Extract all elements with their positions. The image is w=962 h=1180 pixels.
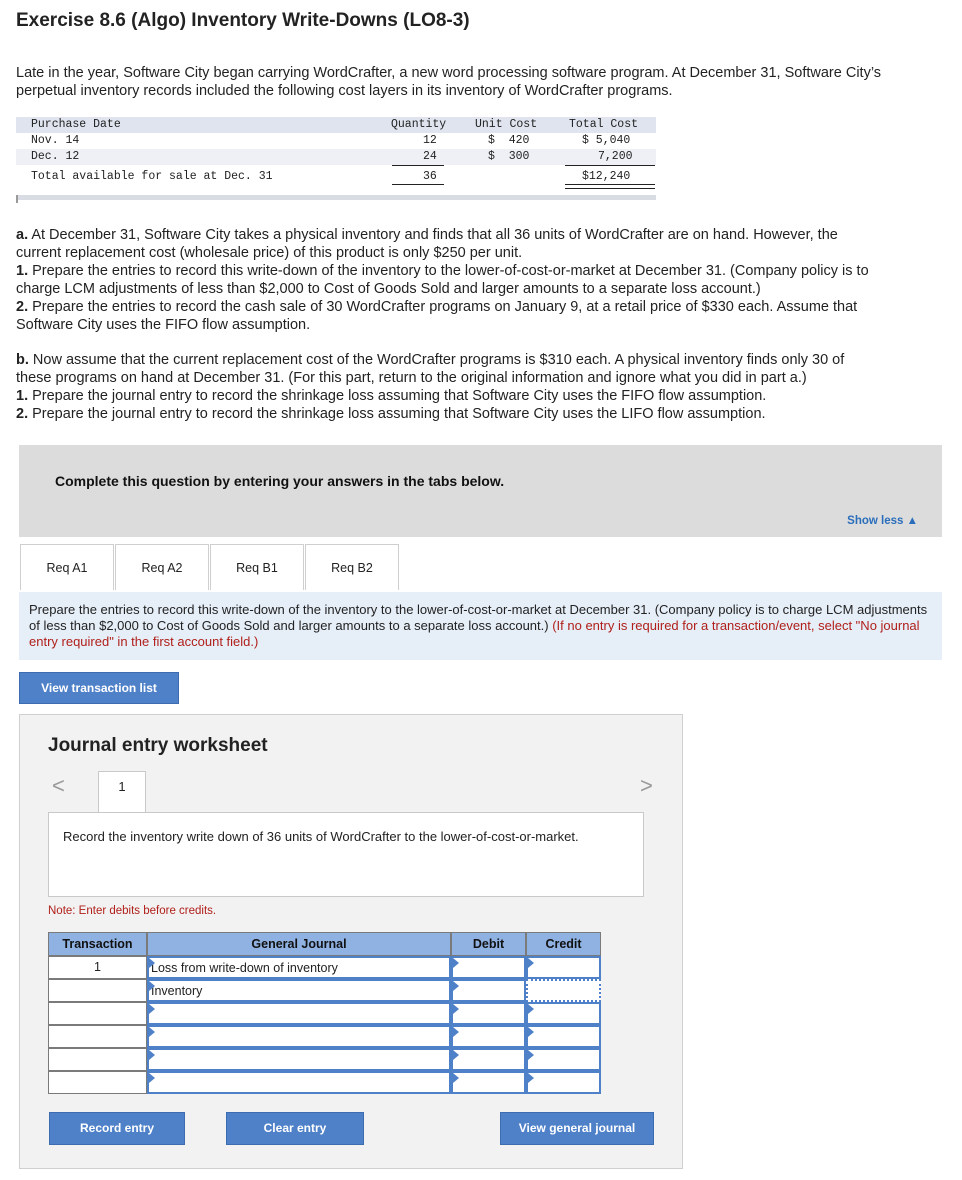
total-quantity: 36 <box>423 170 437 183</box>
part-b-line: these programs on hand at December 31. (For this part, return to the original information and ignore what you did in part a.) <box>16 370 807 386</box>
item-label: 2. <box>16 406 29 422</box>
row-transaction <box>48 1048 147 1071</box>
header-quantity: Quantity <box>391 118 447 131</box>
tab-req-b2[interactable]: Req B2 <box>305 544 399 590</box>
input-marker-icon <box>528 1050 534 1060</box>
account-value: Inventory <box>151 984 203 998</box>
table-divider-tick <box>16 195 18 203</box>
dropdown-marker-icon <box>149 981 155 991</box>
row-quantity: 24 <box>423 150 437 163</box>
part-a-line: At December 31, Software City takes a physical inventory and finds that all 36 units of WordCrafter are on hand. However, the <box>28 227 838 243</box>
input-marker-icon <box>453 1004 459 1014</box>
debit-field[interactable] <box>451 1025 526 1048</box>
worksheet-title: Journal entry worksheet <box>48 735 268 756</box>
item-label: 2. <box>16 299 29 315</box>
instructions-note: (If no entry is required for a transaction/event, select "No journal entry required" in the first account field.) <box>29 618 920 649</box>
table-row <box>16 133 656 149</box>
credit-field[interactable] <box>526 1071 601 1094</box>
tab-req-b1[interactable]: Req B1 <box>210 544 304 590</box>
input-marker-icon <box>453 1027 459 1037</box>
dropdown-marker-icon <box>149 1027 155 1037</box>
input-marker-icon <box>528 1073 534 1083</box>
row-date: Dec. 12 <box>31 150 80 163</box>
cost-table-header <box>16 117 656 133</box>
row-transaction: 1 <box>48 956 147 979</box>
account-field[interactable] <box>147 1025 451 1048</box>
row-transaction <box>48 979 147 1002</box>
input-marker-icon <box>453 958 459 968</box>
total-double-underline <box>565 184 655 189</box>
item-label: 1. <box>16 388 29 404</box>
part-label: b. <box>16 352 29 368</box>
view-general-journal-button[interactable]: View general journal <box>500 1112 654 1145</box>
intro-line: Late in the year, Software City began carrying WordCrafter, a new word processing software program. At December 31, Software City’s <box>16 65 882 81</box>
part-b-line: Prepare the journal entry to record the shrinkage loss assuming that Software City uses the FIFO flow assumption. <box>28 388 767 404</box>
header-debit: Debit <box>451 932 526 956</box>
tab-req-a2[interactable]: Req A2 <box>115 544 209 590</box>
question-panel <box>19 445 942 537</box>
cost-layer-table <box>16 117 656 203</box>
input-marker-icon <box>453 1050 459 1060</box>
clear-entry-button[interactable]: Clear entry <box>226 1112 364 1145</box>
intro-line: perpetual inventory records included the following cost layers in its inventory of WordCrafter programs. <box>16 83 673 99</box>
input-marker-icon <box>453 1073 459 1083</box>
input-marker-icon <box>528 1027 534 1037</box>
journal-entry-worksheet <box>19 714 683 1169</box>
header-credit: Credit <box>526 932 601 956</box>
debit-field[interactable] <box>451 979 526 1002</box>
transaction-description: Record the inventory write down of 36 units of WordCrafter to the lower-of-cost-or-market. <box>48 812 644 897</box>
part-a-text <box>16 226 869 334</box>
instructions-text: Prepare the entries to record this write-down of the inventory to the lower-of-cost-or-market at December 31. (Company policy is to charge LCM adjustments of less than $2,000 to Cost of Goods Sold and larger amounts to a separate loss account.) <box>29 602 928 633</box>
part-a-line: Prepare the entries to record the cash sale of 30 WordCrafter programs on January 9, at a retail price of $330 each. Assume that <box>28 299 858 315</box>
header-general-journal: General Journal <box>147 932 451 956</box>
tab-req-a1[interactable]: Req A1 <box>20 544 114 590</box>
row-total-cost: 7,200 <box>598 150 633 163</box>
dropdown-marker-icon <box>149 1073 155 1083</box>
part-b-text <box>16 351 844 423</box>
item-label: 1. <box>16 263 29 279</box>
show-less-link[interactable]: Show less ▲ <box>847 515 918 527</box>
account-field[interactable] <box>147 1002 451 1025</box>
row-date: Nov. 14 <box>31 134 80 147</box>
account-field[interactable] <box>147 956 451 979</box>
table-divider <box>16 195 656 200</box>
total-label: Total available for sale at Dec. 31 <box>31 170 273 183</box>
row-transaction <box>48 1071 147 1094</box>
row-total-cost: $ 5,040 <box>582 134 631 147</box>
account-field[interactable] <box>147 979 451 1002</box>
input-marker-icon <box>528 1004 534 1014</box>
qty-underline <box>392 165 444 166</box>
dropdown-marker-icon <box>149 1050 155 1060</box>
table-total-row <box>16 169 656 185</box>
dropdown-marker-icon <box>149 1004 155 1014</box>
header-unit-cost: Unit Cost <box>475 118 538 131</box>
credit-field[interactable] <box>526 979 601 1002</box>
input-marker-icon <box>453 981 459 991</box>
input-marker-icon <box>528 958 534 968</box>
view-transaction-list-button[interactable]: View transaction list <box>19 672 179 704</box>
instructions-box <box>19 592 942 660</box>
credit-field[interactable] <box>526 956 601 979</box>
record-entry-button[interactable]: Record entry <box>49 1112 185 1145</box>
debit-field[interactable] <box>451 1048 526 1071</box>
intro-text <box>16 64 881 100</box>
row-transaction <box>48 1025 147 1048</box>
part-a-line: Prepare the entries to record this write-down of the inventory to the lower-of-cost-or-market at December 31. (Company policy is to <box>28 263 869 279</box>
row-quantity: 12 <box>423 134 437 147</box>
chevron-left-icon[interactable]: < <box>52 773 65 798</box>
account-field[interactable] <box>147 1048 451 1071</box>
part-a-line: current replacement cost (wholesale price) of this product is only $250 per unit. <box>16 245 523 261</box>
total-cost: $12,240 <box>582 170 631 183</box>
credit-field[interactable] <box>526 1025 601 1048</box>
chevron-right-icon[interactable]: > <box>640 773 653 798</box>
header-total-cost: Total Cost <box>569 118 639 131</box>
table-row <box>16 149 656 165</box>
dropdown-marker-icon <box>149 958 155 968</box>
account-field[interactable] <box>147 1071 451 1094</box>
total-underline <box>565 165 655 166</box>
debit-field[interactable] <box>451 1002 526 1025</box>
header-purchase-date: Purchase Date <box>31 118 121 131</box>
account-value: Loss from write-down of inventory <box>151 961 338 975</box>
qty-total-underline <box>392 184 444 185</box>
debits-note: Note: Enter debits before credits. <box>48 905 217 917</box>
part-a-line: Software City uses the FIFO flow assumption. <box>16 317 311 333</box>
part-a-line: charge LCM adjustments of less than $2,000 to Cost of Goods Sold and larger amounts to a separate loss account.) <box>16 281 761 297</box>
row-transaction <box>48 1002 147 1025</box>
part-b-line: Now assume that the current replacement cost of the WordCrafter programs is $310 each. A physical inventory finds only 30 of <box>28 352 845 368</box>
credit-field[interactable] <box>526 1002 601 1025</box>
row-unit-cost: $ 300 <box>488 150 530 163</box>
page-title: Exercise 8.6 (Algo) Inventory Write-Downs (LO8-3) <box>16 10 470 31</box>
header-transaction: Transaction <box>48 932 147 956</box>
part-label: a. <box>16 227 29 243</box>
credit-field[interactable] <box>526 1048 601 1071</box>
panel-prompt: Complete this question by entering your answers in the tabs below. <box>55 473 505 489</box>
row-unit-cost: $ 420 <box>488 134 530 147</box>
part-b-line: Prepare the journal entry to record the shrinkage loss assuming that Software City uses the LIFO flow assumption. <box>28 406 766 422</box>
debit-field[interactable] <box>451 956 526 979</box>
worksheet-page-tab-1[interactable]: 1 <box>98 771 146 813</box>
debit-field[interactable] <box>451 1071 526 1094</box>
